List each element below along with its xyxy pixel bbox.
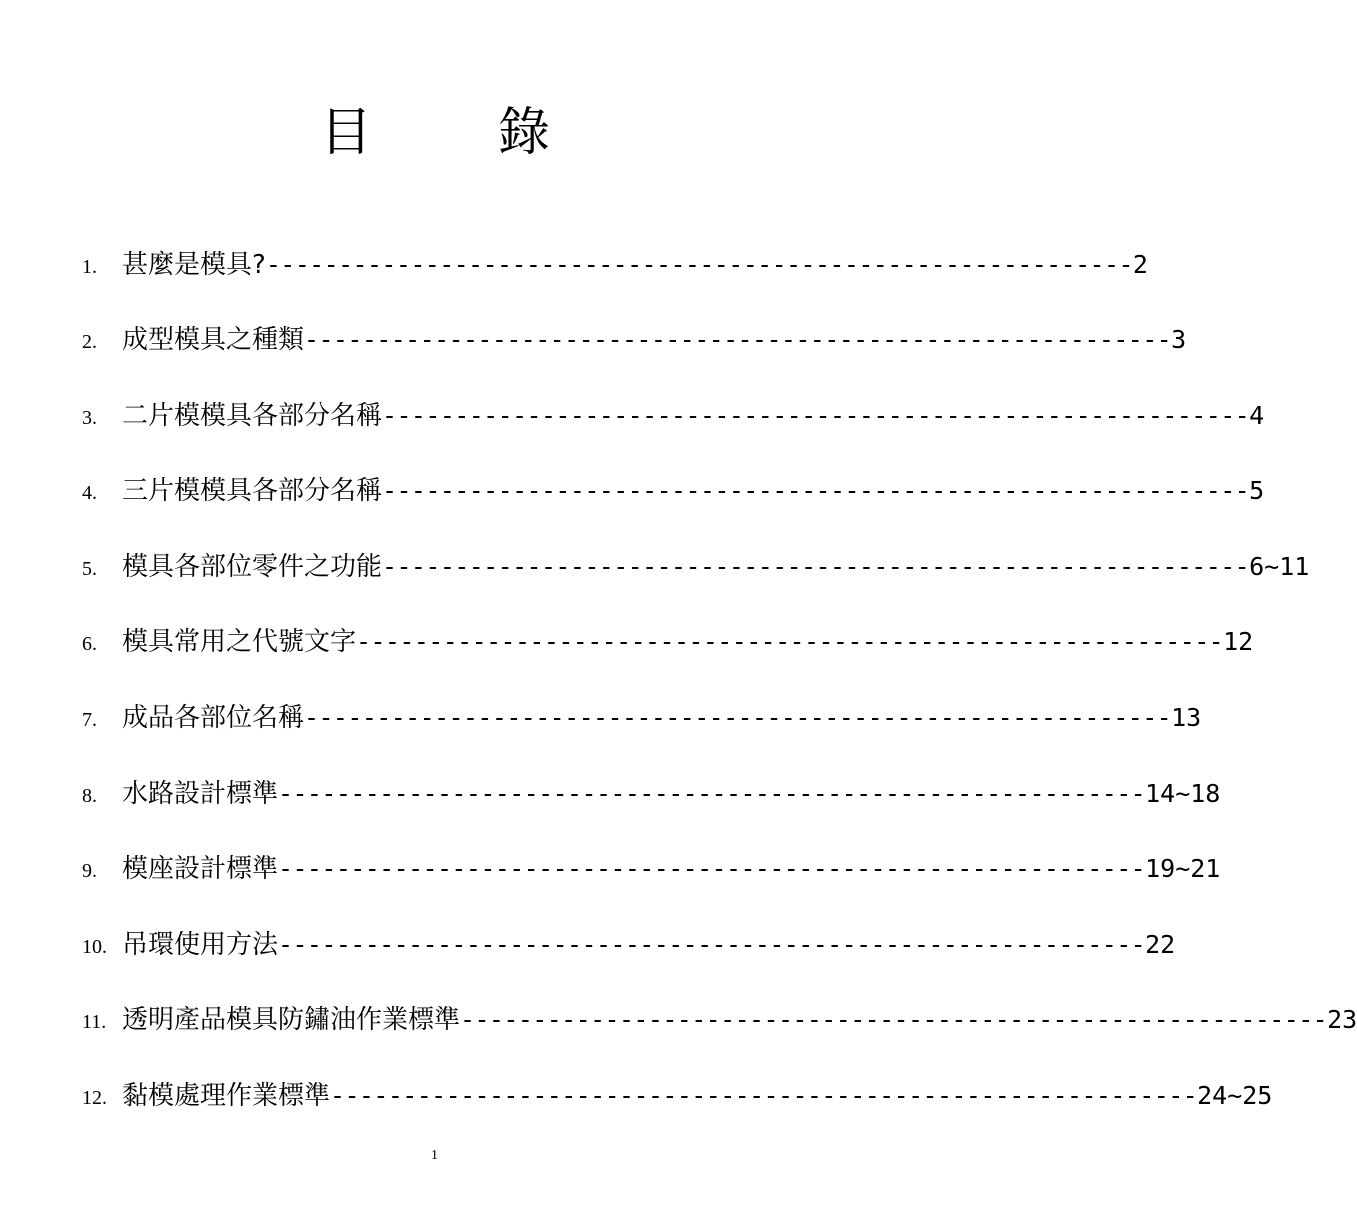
toc-entry-page: 12 [1223, 627, 1254, 656]
toc-leader-dashes: ------------------------------------------------------------ [330, 1081, 1198, 1110]
toc-entry-number: 1. [82, 256, 97, 278]
toc-entry[interactable] [82, 1074, 1273, 1118]
toc-entry-title: 水路設計標準 [122, 779, 279, 809]
toc-entry-page: 19~21 [1145, 854, 1221, 883]
toc-entry-title: 成型模具之種類 [122, 325, 305, 355]
toc-entry[interactable] [82, 545, 1310, 589]
toc-entry-page: 2 [1132, 250, 1148, 279]
toc-entry-page: 3 [1171, 325, 1187, 354]
toc-entry-number: 7. [82, 709, 97, 731]
toc-entry-page: 22 [1145, 930, 1176, 959]
toc-entry-page: 24~25 [1197, 1081, 1273, 1110]
toc-entry-page: 6~11 [1249, 552, 1310, 581]
toc-leader-dashes: ------------------------------------------------------------ [304, 325, 1172, 354]
toc-entry-page: 4 [1249, 401, 1265, 430]
toc-entry-number: 9. [82, 860, 97, 882]
toc-leader-dashes: ------------------------------------------------------------ [304, 703, 1172, 732]
toc-leader-dashes: ------------------------------------------------------------ [278, 779, 1146, 808]
toc-entry-number: 2. [82, 331, 97, 353]
toc-entry-number: 12. [82, 1087, 107, 1109]
toc-leader-dashes: ------------------------------------------------------------ [278, 930, 1146, 959]
toc-entry-page: 13 [1171, 703, 1202, 732]
toc-entry-title: 模座設計標準 [122, 854, 279, 884]
toc-entry-number: 11. [82, 1011, 107, 1033]
toc-entry-title: 二片模模具各部分名稱 [122, 401, 383, 431]
toc-entry-number: 8. [82, 785, 97, 807]
toc-entry-number: 3. [82, 407, 97, 429]
toc-entry-title: 成品各部位名稱 [122, 703, 305, 733]
toc-leader-dashes: ------------------------------------------------------------ [382, 401, 1250, 430]
toc-leader-dashes: ------------------------------------------------------------ [460, 1005, 1328, 1034]
toc-entry-page: 5 [1249, 476, 1265, 505]
toc-entry[interactable] [82, 847, 1221, 891]
toc-entry[interactable] [82, 923, 1176, 967]
toc-entry[interactable] [82, 318, 1187, 362]
toc-entry-title: 模具常用之代號文字 [122, 627, 357, 657]
toc-entry-title: 模具各部位零件之功能 [122, 552, 383, 582]
toc-entry-number: 5. [82, 558, 97, 580]
toc-entry[interactable] [82, 469, 1265, 513]
toc-entry[interactable] [82, 620, 1254, 664]
toc-leader-dashes: ------------------------------------------------------------ [265, 250, 1133, 279]
toc-entry-number: 6. [82, 633, 97, 655]
title-char-2: 錄 [498, 103, 551, 163]
toc-entry-title: 三片模模具各部分名稱 [122, 476, 383, 506]
toc-entry-title: 透明產品模具防鏽油作業標準 [122, 1005, 461, 1035]
toc-entry[interactable] [82, 696, 1202, 740]
toc-entry[interactable] [82, 243, 1148, 287]
toc-leader-dashes: ------------------------------------------------------------ [356, 627, 1224, 656]
title-char-1: 目 [320, 103, 373, 163]
toc-entry-title: 黏模處理作業標準 [122, 1081, 331, 1111]
toc-leader-dashes: ------------------------------------------------------------ [382, 476, 1250, 505]
toc-leader-dashes: ------------------------------------------------------------ [382, 552, 1250, 581]
toc-entry[interactable] [82, 998, 1357, 1042]
page-number: 1 [431, 1148, 438, 1163]
toc-entry-number: 10. [82, 936, 107, 958]
toc-entry-page: 14~18 [1145, 779, 1221, 808]
toc-entry-page: 23 [1327, 1005, 1357, 1034]
page-title [0, 98, 869, 168]
toc-entry[interactable] [82, 772, 1221, 816]
toc-entry[interactable] [82, 394, 1265, 438]
toc-entry-number: 4. [82, 482, 97, 504]
toc-leader-dashes: ------------------------------------------------------------ [278, 854, 1146, 883]
toc-entry-title: 吊環使用方法 [122, 930, 279, 960]
toc-entry-title: 甚麼是模具? [122, 250, 266, 280]
